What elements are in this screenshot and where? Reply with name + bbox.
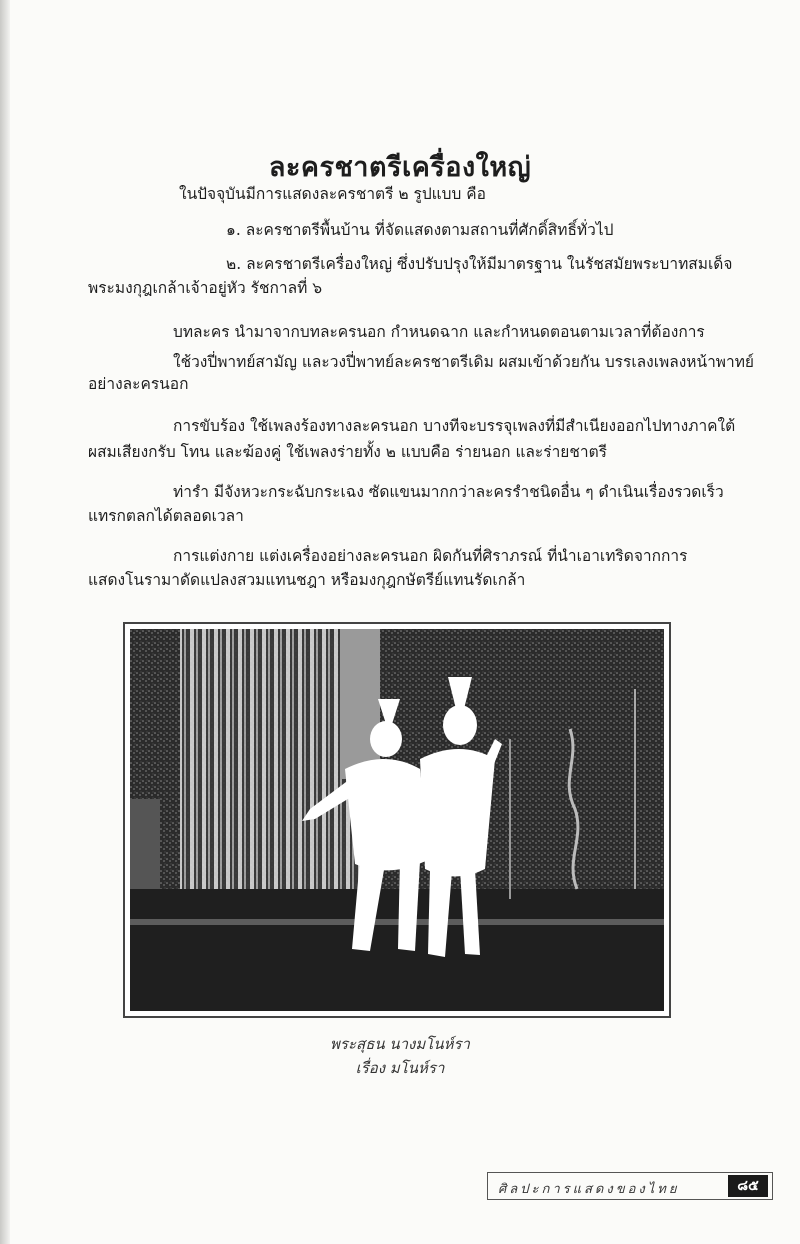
paragraph-costume: การแต่งกาย แต่งเครื่องอย่างละครนอก ผิดกันที่ศิราภรณ์ ที่นำเอาเทริดจากการ (173, 547, 688, 565)
list-item-2: ๒. ละครชาตรีเครื่องใหญ่ ซึ่งปรับปรุงให้มีมาตรฐาน ในรัชสมัยพระบาทสมเด็จ (226, 255, 733, 273)
paragraph-singing-cont: ผสมเสียงกรับ โทน และฆ้องคู่ ใช้เพลงร่ายทั้ง ๒ แบบคือ ร่ายนอก และร่ายชาตรี (88, 443, 607, 461)
photo-caption-line2: เรื่อง มโนห์รา (355, 1059, 445, 1077)
page-number: ๘๕ (728, 1175, 768, 1197)
paragraph-dance-cont: แทรกตลกได้ตลอดเวลา (88, 507, 244, 525)
paragraph-script: บทละคร นำมาจากบทละครนอก กำหนดฉาก และกำหนดตอนตามเวลาที่ต้องการ (173, 323, 705, 341)
list-item-1: ๑. ละครชาตรีพื้นบ้าน ที่จัดแสดงตามสถานที่ศักดิ์สิทธิ์ทั่วไป (226, 221, 614, 239)
paragraph-intro: ในปัจจุบันมีการแสดงละครชาตรี ๒ รูปแบบ คือ (179, 185, 486, 203)
paragraph-costume-cont: แสดงโนรามาดัดแปลงสวมแทนชฎา หรือมงกุฎกษัตรีย์แทนรัดเกล้า (88, 571, 526, 589)
photo-caption-line1: พระสุธน นางมโนห์รา (330, 1035, 470, 1053)
performance-photo (130, 629, 664, 1011)
page-footer (487, 1172, 773, 1200)
paragraph-music-cont: อย่างละครนอก (88, 375, 189, 393)
paragraph-music: ใช้วงปี่พาทย์สามัญ และวงปี่พาทย์ละครชาตรีเดิม ผสมเข้าด้วยกัน บรรเลงเพลงหน้าพาทย์ (173, 353, 755, 371)
footer-book-title: ศิลปะการแสดงของไทย (498, 1182, 680, 1197)
paragraph-singing: การขับร้อง ใช้เพลงร้องทางละครนอก บางทีจะบรรจุเพลงที่มีสำเนียงออกไปทางภาคใต้ (173, 417, 736, 435)
paragraph-dance: ท่ารำ มีจังหวะกระฉับกระเฉง ซัดแขนมากกว่าละครรำชนิดอื่น ๆ ดำเนินเรื่องรวดเร็ว (173, 483, 724, 501)
list-item-2-cont: พระมงกุฎเกล้าเจ้าอยู่หัว รัชกาลที่ ๖ (88, 279, 323, 297)
page-title: ละครชาตรีเครื่องใหญ่ (268, 152, 532, 183)
photo-frame (123, 622, 671, 1018)
dancers-photo-illustration (130, 629, 664, 1011)
